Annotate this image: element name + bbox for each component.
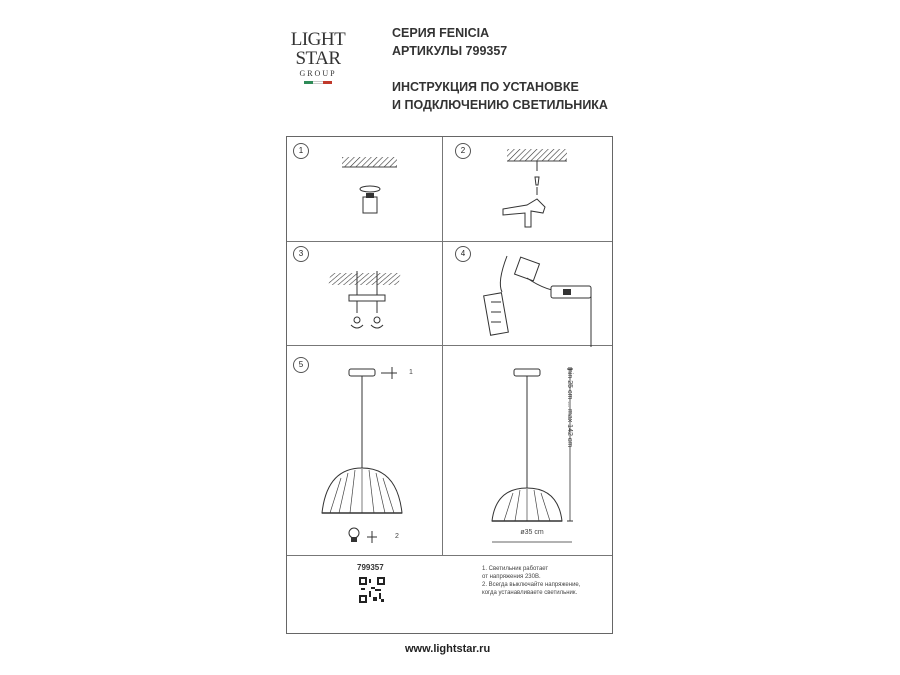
row-divider	[287, 555, 612, 556]
step5-label-2: 2	[395, 533, 399, 540]
step5-dimensions-illustration	[482, 363, 602, 533]
website-link[interactable]: www.lightstar.ru	[405, 643, 491, 655]
note-line2: от напряжения 230В.	[482, 574, 541, 580]
step2-drill-illustration	[497, 149, 577, 239]
product-code: 799357	[357, 563, 384, 572]
instruction-title	[392, 78, 608, 114]
logo-line3: GROUP	[299, 69, 337, 78]
step1-ceiling-mount-illustration	[337, 157, 407, 217]
diameter-dimension-label: ø35 cm	[520, 529, 544, 536]
step3-mount-bracket-illustration	[327, 265, 407, 340]
step4-wiring-illustration	[467, 252, 597, 352]
note-line4: когда устанавливаете светильник.	[482, 590, 578, 596]
row-divider	[287, 241, 612, 242]
title-line1: ИНСТРУКЦИЯ ПО УСТАНОВКЕ	[392, 80, 579, 94]
step-badge-5: 5	[293, 357, 309, 373]
note-line3: 2. Всегда выключайте напряжение,	[482, 582, 581, 588]
logo-line2: STAR	[295, 48, 341, 69]
series-heading	[392, 24, 507, 60]
qr-code-icon	[359, 577, 385, 603]
series-label: СЕРИЯ FENICIA	[392, 26, 490, 40]
step5-assembly-illustration	[317, 363, 432, 553]
step-badge-3: 3	[293, 246, 309, 262]
lightstar-logo	[288, 30, 348, 84]
step-badge-1: 1	[293, 143, 309, 159]
articles-label: АРТИКУЛЫ 799357	[392, 44, 508, 58]
italian-flag-icon	[304, 81, 332, 84]
height-dimension-label: min 25 cm ... max 142 cm	[566, 367, 573, 448]
diameter-dimension-line	[492, 539, 572, 545]
instruction-grid	[286, 136, 613, 634]
title-line2: И ПОДКЛЮЧЕНИЮ СВЕТИЛЬНИКА	[392, 98, 608, 112]
step-badge-2: 2	[455, 143, 471, 159]
step-badge-4: 4	[455, 246, 471, 262]
column-divider	[442, 137, 443, 555]
logo-line1: LIGHT	[290, 29, 346, 50]
step5-label-1: 1	[409, 369, 413, 376]
note-line1: 1. Светильник работает	[482, 566, 549, 572]
safety-notes	[482, 565, 607, 597]
